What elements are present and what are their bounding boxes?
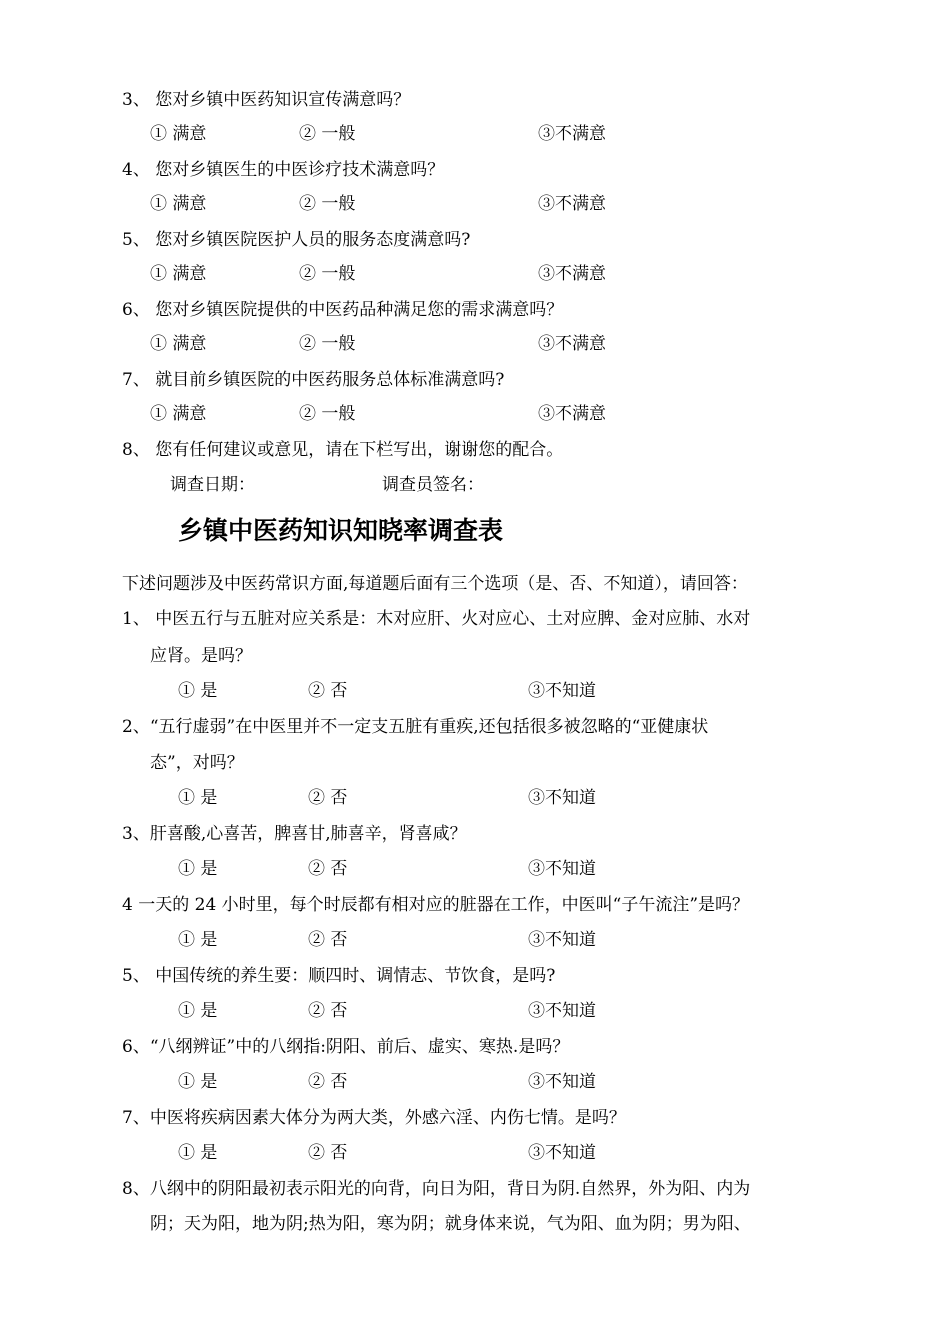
option-unknown: ③不知道 xyxy=(528,788,596,808)
option-dissatisfied: ③不满意 xyxy=(538,264,606,284)
option-no: ② 否 xyxy=(308,1001,348,1021)
kq2-line2: 态”，对吗？ xyxy=(150,753,244,773)
question-3: 3、 您对乡镇中医药知识宣传满意吗？ xyxy=(122,90,411,110)
option-average: ② 一般 xyxy=(299,264,356,284)
option-no: ② 否 xyxy=(308,788,348,808)
option-yes: ① 是 xyxy=(178,1143,218,1163)
question-7: 7、 就目前乡镇医院的中医药服务总体标准满意吗? xyxy=(122,370,505,390)
option-yes: ① 是 xyxy=(178,859,218,879)
kq1-line2: 应肾。是吗？ xyxy=(150,646,252,666)
option-unknown: ③不知道 xyxy=(528,930,596,950)
option-unknown: ③不知道 xyxy=(528,859,596,879)
option-yes: ① 是 xyxy=(178,1001,218,1021)
option-yes: ① 是 xyxy=(178,788,218,808)
survey-date-label: 调查日期： xyxy=(170,475,255,495)
option-satisfied: ① 满意 xyxy=(150,334,207,354)
option-average: ② 一般 xyxy=(299,124,356,144)
kq5: 5、 中国传统的养生要：顺四时、调情志、节饮食，是吗? xyxy=(122,966,556,986)
option-no: ② 否 xyxy=(308,1072,348,1092)
option-dissatisfied: ③不满意 xyxy=(538,124,606,144)
option-satisfied: ① 满意 xyxy=(150,404,207,424)
option-no: ② 否 xyxy=(308,859,348,879)
option-satisfied: ① 满意 xyxy=(150,264,207,284)
option-average: ② 一般 xyxy=(299,334,356,354)
option-satisfied: ① 满意 xyxy=(150,194,207,214)
intro-text: 下述问题涉及中医药常识方面,每道题后面有三个选项（是、否、不知道），请回答： xyxy=(122,574,748,594)
kq8-line2: 阴；天为阳，地为阴;热为阳，寒为阴；就身体来说，气为阳、血为阴；男为阳、 xyxy=(150,1214,751,1234)
option-dissatisfied: ③不满意 xyxy=(538,404,606,424)
option-unknown: ③不知道 xyxy=(528,1001,596,1021)
option-average: ② 一般 xyxy=(299,404,356,424)
kq7: 7、中医将疾病因素大体分为两大类，外感六淫、内伤七情。是吗？ xyxy=(122,1108,626,1128)
kq2-line1: 2、“五行虚弱”在中医里并不一定支五脏有重疾,还包括很多被忽略的“亚健康状 xyxy=(122,717,709,737)
option-unknown: ③不知道 xyxy=(528,1143,596,1163)
option-no: ② 否 xyxy=(308,681,348,701)
page-title: 乡镇中医药知识知晓率调查表 xyxy=(178,516,504,545)
option-dissatisfied: ③不满意 xyxy=(538,194,606,214)
option-no: ② 否 xyxy=(308,930,348,950)
option-no: ② 否 xyxy=(308,1143,348,1163)
question-8: 8、 您有任何建议或意见，请在下栏写出，谢谢您的配合。 xyxy=(122,440,564,460)
option-yes: ① 是 xyxy=(178,1072,218,1092)
option-yes: ① 是 xyxy=(178,681,218,701)
option-unknown: ③不知道 xyxy=(528,681,596,701)
option-yes: ① 是 xyxy=(178,930,218,950)
option-dissatisfied: ③不满意 xyxy=(538,334,606,354)
kq4: 4 一天的 24 小时里，每个时辰都有相对应的脏器在工作，中医叫“子午流注”是吗？ xyxy=(122,895,750,915)
option-average: ② 一般 xyxy=(299,194,356,214)
kq8-line1: 8、八纲中的阴阳最初表示阳光的向背，向日为阳，背日为阴.自然界，外为阳、内为 xyxy=(122,1179,751,1199)
question-6: 6、 您对乡镇医院提供的中医药品种满足您的需求满意吗？ xyxy=(122,300,564,320)
question-5: 5、 您对乡镇医院医护人员的服务态度满意吗? xyxy=(122,230,471,250)
option-unknown: ③不知道 xyxy=(528,1072,596,1092)
option-satisfied: ① 满意 xyxy=(150,124,207,144)
kq1-line1: 1、 中医五行与五脏对应关系是：木对应肝、火对应心、土对应脾、金对应肺、水对 xyxy=(122,609,751,629)
surveyor-signature-label: 调查员签名： xyxy=(382,475,484,495)
kq3: 3、肝喜酸,心喜苦，脾喜甘,肺喜辛，肾喜咸？ xyxy=(122,824,467,844)
kq6: 6、“八纲辨证”中的八纲指:阴阳、前后、虚实、寒热.是吗？ xyxy=(122,1037,570,1057)
question-4: 4、 您对乡镇医生的中医诊疗技术满意吗？ xyxy=(122,160,445,180)
